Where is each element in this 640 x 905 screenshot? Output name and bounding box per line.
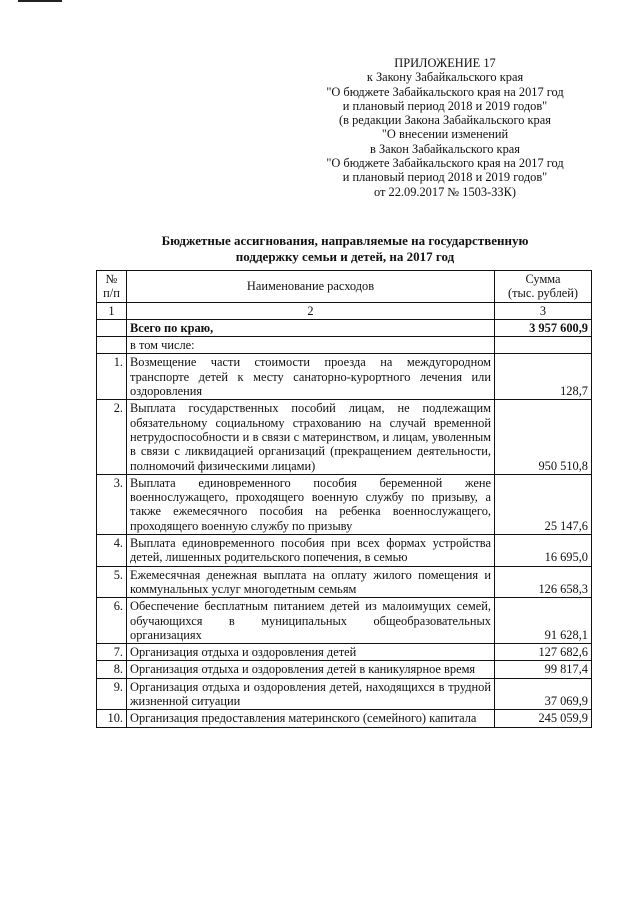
- table-row: [97, 566, 592, 598]
- title-line-2: поддержку семьи и детей, на 2017 год: [235, 249, 455, 264]
- table-row: [97, 354, 592, 400]
- row-value: 126 658,3: [495, 566, 592, 598]
- total-num-cell: [97, 319, 127, 336]
- row-num: 3.: [97, 474, 127, 534]
- header-name: Наименование расходов: [127, 271, 495, 303]
- column-number-row: [97, 302, 592, 319]
- table-row: [97, 710, 592, 727]
- column-number: 1: [97, 302, 127, 319]
- top-edge-line: [18, 0, 62, 2]
- row-name: Обеспечение бесплатным питанием детей из малоимущих семей, обучающихся в муниципальных общеобразовательных организациях: [127, 598, 495, 644]
- appendix-line: к Закону Забайкальского края: [366, 70, 524, 85]
- header-sum: [495, 271, 592, 303]
- total-label: Всего по краю,: [127, 319, 495, 336]
- header-sum-line1: Сумма: [525, 272, 561, 286]
- including-row: [97, 337, 592, 354]
- row-num: 9.: [97, 678, 127, 710]
- table-row: [97, 598, 592, 644]
- row-name: Организация предоставления материнского (семейного) капитала: [127, 710, 495, 727]
- row-name: Организация отдыха и оздоровления детей, находящихся в трудной жизненной ситуации: [127, 678, 495, 710]
- total-value: 3 957 600,9: [495, 319, 592, 336]
- header-sum-line2: (тыс. рублей): [507, 286, 579, 301]
- expenses-table: [96, 270, 592, 728]
- row-value: 25 147,6: [495, 474, 592, 534]
- row-name: Организация отдыха и оздоровления детей в каникулярное время: [127, 661, 495, 678]
- row-num: 1.: [97, 354, 127, 400]
- appendix-header: [300, 56, 590, 199]
- table-row: [97, 678, 592, 710]
- including-label: в том числе:: [127, 337, 495, 354]
- table-row: [97, 661, 592, 678]
- row-name: Ежемесячная денежная выплата на оплату жилого помещения и коммунальных услуг многодетным семьям: [127, 566, 495, 598]
- row-num: 10.: [97, 710, 127, 727]
- table-row: [97, 400, 592, 474]
- appendix-line: и плановый период 2018 и 2019 годов": [342, 170, 548, 185]
- appendix-line: (в редакции Закона Забайкальского края: [339, 113, 551, 128]
- row-value: 127 682,6: [495, 644, 592, 661]
- table-row: [97, 644, 592, 661]
- row-num: 7.: [97, 644, 127, 661]
- row-value: 128,7: [495, 354, 592, 400]
- appendix-line: ПРИЛОЖЕНИЕ 17: [394, 56, 496, 70]
- row-num: 2.: [97, 400, 127, 474]
- column-number: 2: [127, 302, 495, 319]
- appendix-line: от 22.09.2017 № 1503-ЗЗК): [373, 184, 517, 199]
- row-num: 6.: [97, 598, 127, 644]
- row-value: 99 817,4: [495, 661, 592, 678]
- row-name: Организация отдыха и оздоровления детей: [127, 644, 495, 661]
- total-row: [97, 319, 592, 336]
- row-value: 950 510,8: [495, 400, 592, 474]
- row-num: 5.: [97, 566, 127, 598]
- appendix-line: "О бюджете Забайкальского края на 2017 год: [326, 84, 564, 99]
- row-name: Выплата единовременного пособия беременной жене военнослужащего, проходящего военную службу по призыву, а также ежемесячного пособия на ребенка военнослужащего, проходящего военную службу по призыву: [127, 474, 495, 534]
- row-value: 16 695,0: [495, 535, 592, 567]
- row-value: 37 069,9: [495, 678, 592, 710]
- row-name: Возмещение части стоимости проезда на междугородном транспорте детей к месту санаторно-курортного лечения или оздоровления: [127, 354, 495, 400]
- row-num: 8.: [97, 661, 127, 678]
- document-title: [100, 233, 590, 265]
- column-number: 3: [495, 302, 592, 319]
- row-value: 91 628,1: [495, 598, 592, 644]
- header-num: № п/п: [97, 271, 127, 303]
- table-row: [97, 474, 592, 534]
- appendix-line: и плановый период 2018 и 2019 годов": [342, 98, 548, 113]
- appendix-line: в Закон Забайкальского края: [370, 141, 520, 156]
- row-value: 245 059,9: [495, 710, 592, 727]
- including-num-cell: [97, 337, 127, 354]
- table-header-row: [97, 271, 592, 303]
- title-line-1: Бюджетные ассигнования, направляемые на государственную: [161, 233, 529, 248]
- including-value-cell: [495, 337, 592, 354]
- appendix-line: "О внесении изменений: [381, 127, 509, 142]
- appendix-line: "О бюджете Забайкальского края на 2017 год: [326, 156, 564, 171]
- table-row: [97, 535, 592, 567]
- row-num: 4.: [97, 535, 127, 567]
- row-name: Выплата государственных пособий лицам, не подлежащим обязательному социальному страхованию на случай временной нетрудоспособности и в связи с материнством, и лицам, уволенным в связи с ликвидацией организаций (прекращением деятельности, полномочий физическими лицами): [127, 400, 495, 474]
- row-name: Выплата единовременного пособия при всех формах устройства детей, лишенных родительского попечения, в семью: [127, 535, 495, 567]
